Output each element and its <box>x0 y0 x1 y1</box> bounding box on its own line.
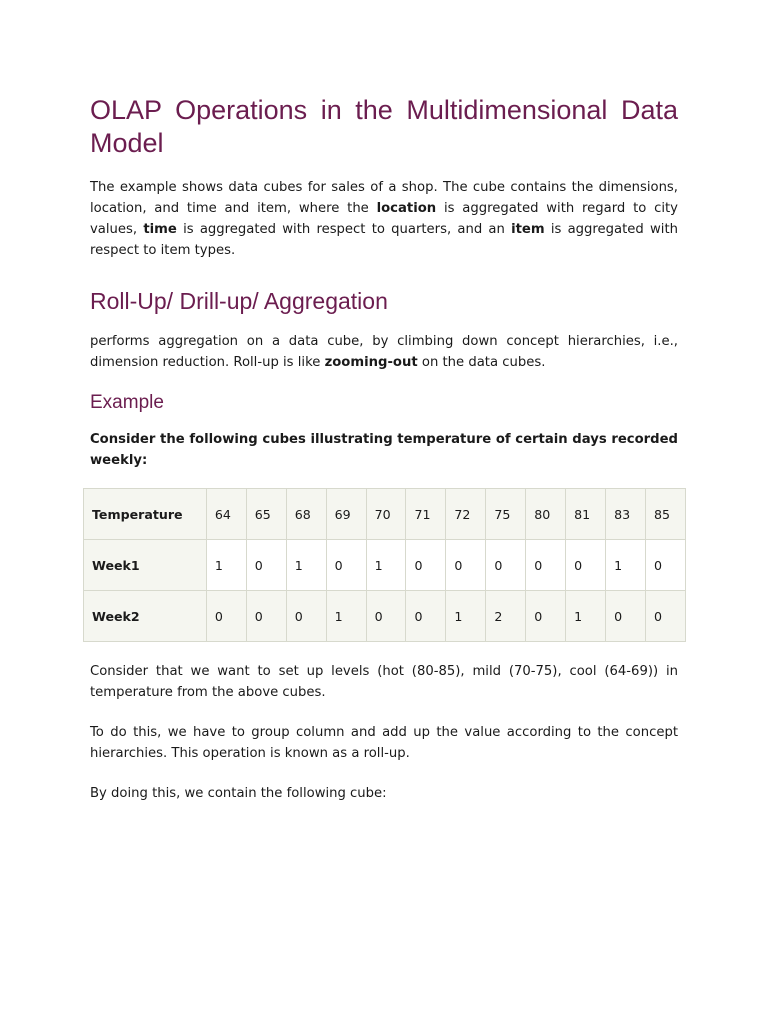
table-cell: 0 <box>246 591 286 642</box>
temperature-cell: 70 <box>366 489 406 540</box>
group-paragraph: To do this, we have to group column and add up the value according to the concept hierarchies. This operation is known as a roll-up. <box>90 725 678 761</box>
table-cell: 0 <box>406 540 446 591</box>
table-header-row <box>84 489 686 540</box>
table-cell: 0 <box>206 591 246 642</box>
table-cell: 0 <box>246 540 286 591</box>
section-heading: Roll-Up/ Drill-up/ Aggregation <box>90 288 388 314</box>
intro-bold-location: location <box>376 201 437 216</box>
table-cell: 2 <box>486 591 526 642</box>
table-cell: 0 <box>526 591 566 642</box>
table-cell: 0 <box>606 591 646 642</box>
row-label: Week2 <box>84 591 207 642</box>
intro-text-2: is aggregated with regard to city values, <box>90 201 678 237</box>
table-cell: 0 <box>566 540 606 591</box>
intro-paragraph <box>90 177 678 261</box>
temperature-cell: 69 <box>326 489 366 540</box>
example-heading: Example <box>90 392 164 413</box>
intro-text-4: is aggregated with respect to item types. <box>90 222 678 258</box>
temperature-cell: 68 <box>286 489 326 540</box>
document-content <box>90 94 678 804</box>
table-cell: 0 <box>286 591 326 642</box>
page-title: OLAP Operations in the Multidimensional Data Model <box>90 95 678 158</box>
intro-text-1: The example shows data cubes for sales of a shop. The cube contains the dimensions, location, and time and item, where the <box>90 180 678 216</box>
temperature-cell: 75 <box>486 489 526 540</box>
intro-bold-item: item <box>511 222 545 237</box>
temperature-table <box>83 488 686 642</box>
consider-paragraph: Consider the following cubes illustrating temperature of certain days recorded weekly: <box>90 432 678 468</box>
table-cell: 1 <box>206 540 246 591</box>
intro-text-3: is aggregated with respect to quarters, and an <box>183 222 505 237</box>
temperature-cell: 81 <box>566 489 606 540</box>
levels-paragraph: Consider that we want to set up levels (hot (80-85), mild (70-75), cool (64-69)) in temperature from the above cubes. <box>90 664 678 700</box>
temperature-cell: 80 <box>526 489 566 540</box>
temperature-cell: 65 <box>246 489 286 540</box>
table-cell: 0 <box>366 591 406 642</box>
table-cell: 0 <box>646 540 686 591</box>
definition-paragraph <box>90 331 678 373</box>
table-cell: 0 <box>526 540 566 591</box>
temperature-cell: 71 <box>406 489 446 540</box>
table-cell: 1 <box>366 540 406 591</box>
table-row <box>84 591 686 642</box>
definition-text-1: performs aggregation on a data cube, by climbing down concept hierarchies, i.e., dimension reduction. Roll-up is like <box>90 334 678 370</box>
result-paragraph: By doing this, we contain the following cube: <box>90 786 387 801</box>
table-row <box>84 540 686 591</box>
temperature-cell: 72 <box>446 489 486 540</box>
table-cell: 0 <box>646 591 686 642</box>
table-cell: 1 <box>286 540 326 591</box>
table-cell: 0 <box>446 540 486 591</box>
table-header-label: Temperature <box>84 489 207 540</box>
table-cell: 0 <box>326 540 366 591</box>
intro-bold-time: time <box>143 222 177 237</box>
temperature-cell: 83 <box>606 489 646 540</box>
temperature-cell: 85 <box>646 489 686 540</box>
table-cell: 0 <box>486 540 526 591</box>
definition-text-2: on the data cubes. <box>421 355 546 370</box>
table-cell: 1 <box>606 540 646 591</box>
table-cell: 1 <box>326 591 366 642</box>
temperature-cell: 64 <box>206 489 246 540</box>
table-cell: 1 <box>566 591 606 642</box>
row-label: Week1 <box>84 540 207 591</box>
definition-bold-zooming-out: zooming-out <box>324 355 418 370</box>
table-cell: 0 <box>406 591 446 642</box>
table-cell: 1 <box>446 591 486 642</box>
